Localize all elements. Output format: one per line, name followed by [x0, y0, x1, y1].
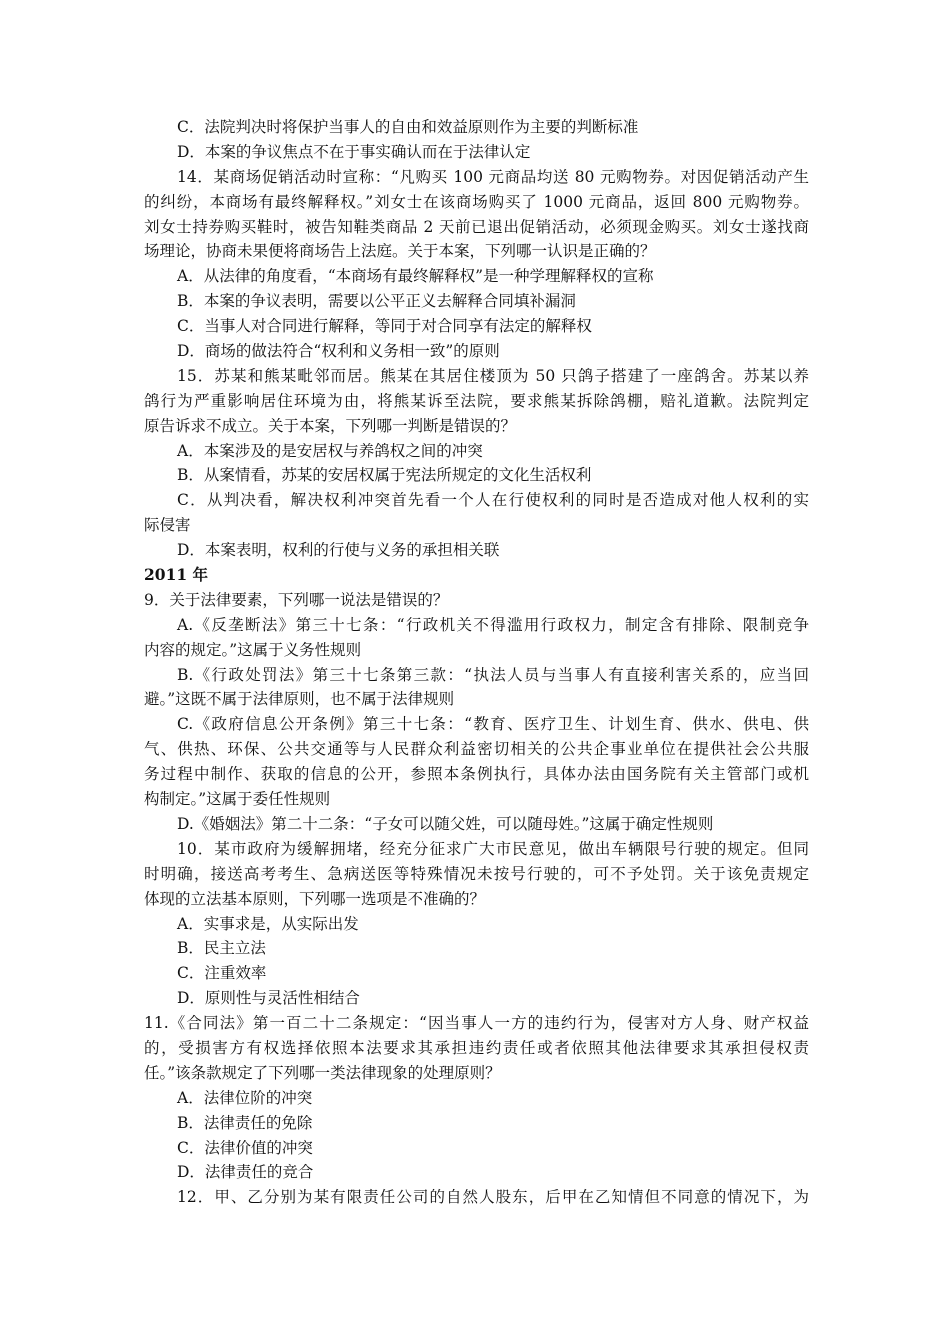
text-line: C．注重效率 — [177, 964, 267, 983]
text-line: A．从法律的角度看，“本商场有最终解释权”是一种学理解释权的宣称 — [177, 267, 654, 286]
text-line: B.《行政处罚法》第三十七条第三款：“执法人员与当事人有直接利害关系的，应当回 — [177, 665, 809, 684]
text-line: D．法律责任的竞合 — [177, 1163, 314, 1182]
text-line: D．原则性与灵活性相结合 — [177, 989, 360, 1008]
text-line: B．民主立法 — [177, 939, 266, 958]
text-line: D．商场的做法符合“权利和义务相一致”的原则 — [177, 342, 500, 361]
text-line: 的纠纷，本商场有最终解释权。”刘女士在该商场购买了 1000 元商品，返回 800 元购物券。 — [144, 192, 809, 211]
text-line: 刘女士持券购买鞋时，被告知鞋类商品 2 天前已退出促销活动，必须现金购买。刘女士遂找商 — [144, 217, 809, 236]
text-line: B．本案的争议表明，需要以公平正义去解释合同填补漏洞 — [177, 292, 576, 311]
text-line: 鸽行为严重影响居住环境为由，将熊某诉至法院，要求熊某拆除鸽棚，赔礼道歉。法院判定 — [144, 391, 809, 410]
text-line: A．法律位阶的冲突 — [177, 1088, 313, 1107]
text-line: 气、供热、环保、公共交通等与人民群众利益密切相关的公共企事业单位在提供社会公共服 — [144, 740, 809, 759]
text-line: 务过程中制作、获取的信息的公开，参照本条例执行，具体办法由国务院有关主管部门或机 — [144, 765, 809, 784]
text-line: B．法律责任的免除 — [177, 1113, 313, 1132]
text-line: C．当事人对合同进行解释，等同于对合同享有法定的解释权 — [177, 317, 592, 336]
text-line: C．法院判决时将保护当事人的自由和效益原则作为主要的判断标准 — [177, 118, 639, 136]
text-line: 际侵害 — [144, 516, 191, 535]
text-line: 15．苏某和熊某毗邻而居。熊某在其居住楼顶为 50 只鸽子搭建了一座鸽舍。苏某以养 — [177, 366, 809, 385]
text-line: C．从判决看，解决权利冲突首先看一个人在行使权利的同时是否造成对他人权利的实 — [177, 491, 809, 510]
text-line: 避。”这既不属于法律原则，也不属于法律规则 — [144, 690, 455, 709]
text-line: 11.《合同法》第一百二十二条规定：“因当事人一方的违约行为，侵害对方人身、财产权益 — [144, 1014, 809, 1033]
text-line: 12．甲、乙分别为某有限责任公司的自然人股东，后甲在乙知情但不同意的情况下，为 — [177, 1188, 809, 1207]
section-year-heading: 2011 年 — [144, 565, 209, 585]
text-line: 体现的立法基本原则，下列哪一选项是不准确的？ — [144, 889, 486, 908]
text-line: 10．某市政府为缓解拥堵，经充分征求广大市民意见，做出车辆限号行驶的规定。但同 — [177, 839, 809, 858]
text-line: 构制定。”这属于委任性规则 — [144, 790, 331, 809]
text-line: 14．某商场促销活动时宣称：“凡购买 100 元商品均送 80 元购物券。对因促销活动产生 — [177, 167, 809, 186]
text-line: 任。”该条款规定了下列哪一类法律现象的处理原则？ — [144, 1063, 501, 1082]
text-line: C.《政府信息公开条例》第三十七条：“教育、医疗卫生、计划生育、供水、供电、供 — [177, 715, 809, 734]
text-line: D．本案的争议焦点不在于事实确认而在于法律认定 — [177, 142, 531, 161]
text-line: 内容的规定。”这属于义务性规则 — [144, 640, 362, 659]
text-line: D．本案表明，权利的行使与义务的承担相关联 — [177, 541, 500, 560]
text-line: 原告诉求不成立。关于本案，下列哪一判断是错误的？ — [144, 416, 517, 435]
document-body — [144, 115, 809, 1210]
text-line: C．法律价值的冲突 — [177, 1138, 313, 1157]
text-line: 场理论，协商未果便将商场告上法庭。关于本案，下列哪一认识是正确的？ — [144, 242, 656, 261]
text-line: A．实事求是，从实际出发 — [177, 914, 359, 933]
text-line: 时明确，接送高考考生、急病送医等特殊情况未按号行驶的，可不予处罚。关于该免责规定 — [144, 864, 809, 883]
text-line: 的，受损害方有权选择依照本法要求其承担违约责任或者依照其他法律要求其承担侵权责 — [144, 1038, 809, 1057]
text-line: B．从案情看，苏某的安居权属于宪法所规定的文化生活权利 — [177, 466, 592, 485]
text-line: A．本案涉及的是安居权与养鸽权之间的冲突 — [177, 441, 483, 460]
text-line: 9．关于法律要素，下列哪一说法是错误的？ — [144, 590, 449, 609]
text-line: D.《婚姻法》第二十二条：“子女可以随父姓，可以随母姓。”这属于确定性规则 — [177, 814, 714, 833]
text-line: A.《反垄断法》第三十七条：“行政机关不得滥用行政权力，制定含有排除、限制竞争 — [177, 615, 809, 634]
